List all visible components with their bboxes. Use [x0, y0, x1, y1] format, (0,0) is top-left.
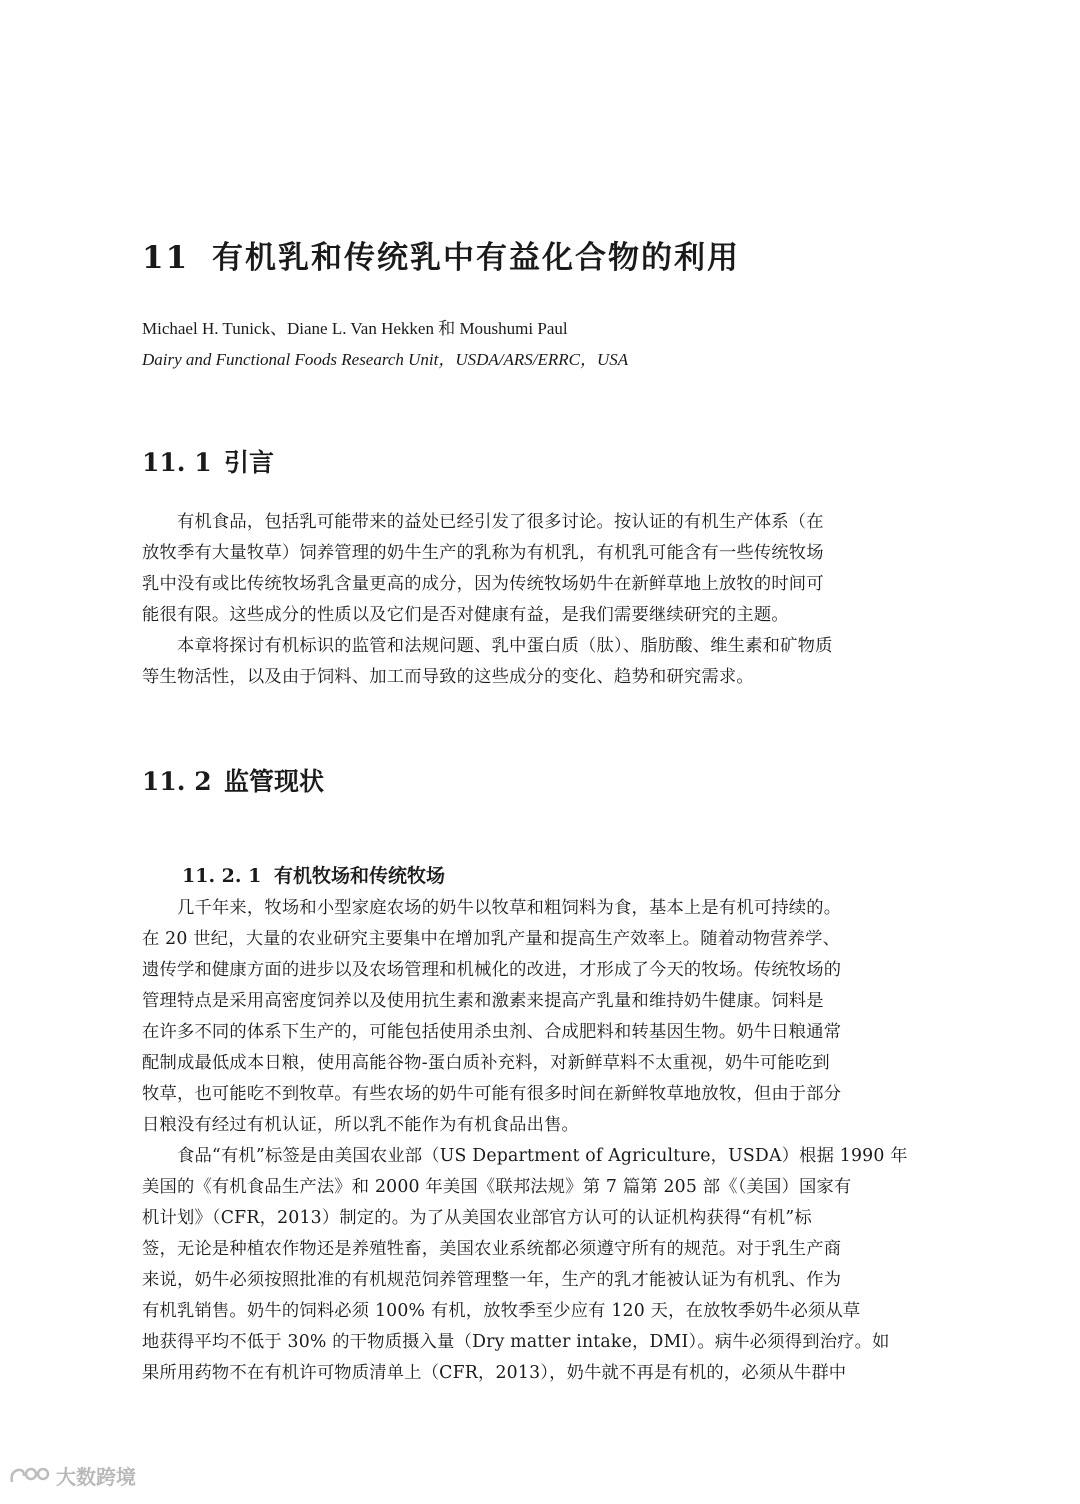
subsection-heading — [182, 861, 445, 888]
body-line: 果所用药物不在有机许可物质清单上（CFR，2013），奶牛就不再是有机的，必须从牛群中 — [142, 1363, 847, 1383]
subsection-body — [142, 893, 938, 1389]
body-line: 牧草，也可能吃不到牧草。有些农场的奶牛可能有很多时间在新鲜牧草地放牧，但由于部分 — [142, 1084, 842, 1104]
affiliation: Dairy and Functional Foods Research Unit，USDA/ARS/ERRC，USA — [142, 350, 629, 369]
chapter-title-text: 有机乳和传统乳中有益化合物的利用 — [212, 240, 740, 276]
introduction-body — [142, 507, 938, 693]
section-number: 11. 2 — [142, 767, 212, 796]
body-line: 签，无论是种植农作物还是养殖牲畜，美国农业系统都必须遵守所有的规范。对于乳生产商 — [142, 1239, 842, 1259]
chapter-title — [142, 232, 740, 277]
authors: Michael H. Tunick、Diane L. Van Hekken 和 Moushumi Paul — [142, 319, 568, 338]
body-line: 地获得平均不低于 30% 的干物质摄入量（Dry matter intake，DMI）。病牛必须得到治疗。如 — [142, 1332, 890, 1352]
section-heading-regulation — [142, 762, 324, 798]
body-line: 有机乳销售。奶牛的饲料必须 100% 有机，放牧季至少应有 120 天，在放牧季奶牛必须从草 — [142, 1301, 861, 1321]
body-line: 来说，奶牛必须按照批准的有机规范饲养管理整一年，生产的乳才能被认证为有机乳、作为 — [142, 1270, 842, 1290]
body-line: 食品“有机”标签是由美国农业部（US Department of Agriculture，USDA）根据 1990 年 — [142, 1146, 908, 1166]
body-line: 本章将探讨有机标识的监管和法规问题、乳中蛋白质（肽）、脂肪酸、维生素和矿物质 — [142, 636, 833, 656]
chapter-number: 11 — [142, 240, 190, 276]
watermark-text: 大数跨境 — [56, 1465, 136, 1489]
watermark — [8, 1461, 136, 1490]
body-line: 日粮没有经过有机认证，所以乳不能作为有机食品出售。 — [142, 1115, 580, 1135]
body-line: 几千年来，牧场和小型家庭农场的奶牛以牧草和粗饲料为食，基本上是有机可持续的。 — [142, 898, 842, 918]
body-line: 乳中没有或比传统牧场乳含量更高的成分，因为传统牧场奶牛在新鲜草地上放牧的时间可 — [142, 574, 824, 594]
body-line: 在 20 世纪，大量的农业研究主要集中在增加乳产量和提高生产效率上。随着动物营养学、 — [142, 929, 841, 949]
body-line: 遗传学和健康方面的进步以及农场管理和机械化的改进，才形成了今天的牧场。传统牧场的 — [142, 960, 842, 980]
body-line: 管理特点是采用高密度饲养以及使用抗生素和激素来提高产乳量和维持奶牛健康。饲料是 — [142, 991, 824, 1011]
section-title: 监管现状 — [224, 767, 325, 796]
section-title: 引言 — [224, 448, 275, 477]
body-line: 美国的《有机食品生产法》和 2000 年美国《联邦法规》第 7 篇第 205 部《（美国）国家有 — [142, 1177, 852, 1197]
body-line: 有机食品，包括乳可能带来的益处已经引发了很多讨论。按认证的有机生产体系（在 — [142, 512, 824, 532]
section-number: 11. 1 — [142, 448, 212, 477]
section-heading-introduction — [142, 443, 274, 479]
logo-icon — [8, 1464, 52, 1488]
body-line: 机计划》（CFR，2013）制定的。为了从美国农业部官方认可的认证机构获得“有机”标 — [142, 1208, 812, 1228]
body-line: 能很有限。这些成分的性质以及它们是否对健康有益，是我们需要继续研究的主题。 — [142, 605, 789, 625]
body-line: 配制成最低成本日粮，使用高能谷物-蛋白质补充料，对新鲜草料不太重视，奶牛可能吃到 — [142, 1053, 830, 1073]
body-line: 在许多不同的体系下生产的，可能包括使用杀虫剂、合成肥料和转基因生物。奶牛日粮通常 — [142, 1022, 842, 1042]
body-line: 等生物活性，以及由于饲料、加工而导致的这些成分的变化、趋势和研究需求。 — [142, 667, 754, 687]
subsection-title: 有机牧场和传统牧场 — [274, 865, 446, 887]
body-line: 放牧季有大量牧草）饲养管理的奶牛生产的乳称为有机乳，有机乳可能含有一些传统牧场 — [142, 543, 824, 563]
subsection-number: 11. 2. 1 — [182, 865, 262, 887]
